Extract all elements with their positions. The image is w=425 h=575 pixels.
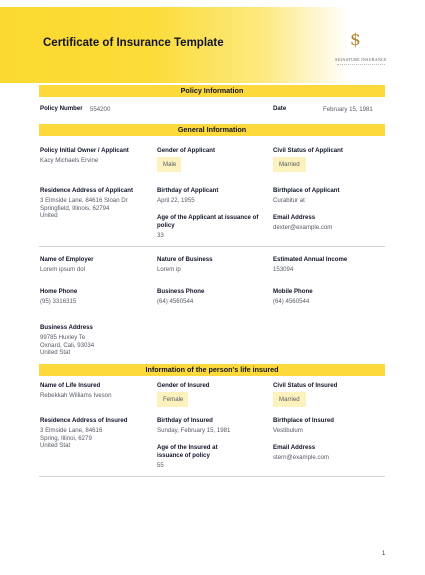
business-address-label: Business Address xyxy=(40,324,93,331)
applicant-residence-label: Residence Address of Applicant xyxy=(40,187,134,194)
dollar-sign-icon: $ xyxy=(350,30,361,50)
insured-birthplace-label: Birthplace of Insured xyxy=(273,417,334,424)
home-phone-value: (95) 3316315 xyxy=(40,298,77,305)
home-phone-label: Home Phone xyxy=(40,288,78,295)
date-label: Date xyxy=(273,105,287,112)
owner-value: Kacy Michaels Ervine xyxy=(40,157,99,164)
insured-age-label: issuance of policy xyxy=(157,452,210,459)
applicant-civil-status-value: Married xyxy=(273,157,306,172)
insured-civil-status-label: Civil Status of Insured xyxy=(273,382,338,389)
insured-age-value: 55 xyxy=(157,462,164,469)
insured-gender-value: Female xyxy=(157,392,188,407)
policy-number-label: Policy Number xyxy=(40,105,83,112)
insured-birthday-label: Birthday of Insured xyxy=(157,417,213,424)
logo-divider xyxy=(337,64,385,65)
business-phone-value: (64) 4560544 xyxy=(157,298,194,305)
applicant-residence-line: United xyxy=(40,212,58,219)
company-logo xyxy=(331,30,391,70)
business-phone-label: Business Phone xyxy=(157,288,205,295)
applicant-birthplace-label: Birthplace of Applicant xyxy=(273,187,340,194)
insured-residence-line: United Stat xyxy=(40,442,71,449)
applicant-email-label: Email Address xyxy=(273,214,316,221)
business-address-line: United Stat xyxy=(40,349,71,356)
insured-name-value: Rebekkah Williams Iveson xyxy=(40,392,112,399)
insured-birthplace-value: Vestibulum xyxy=(273,427,303,434)
page-number: 1 xyxy=(382,551,386,557)
owner-label: Policy Initial Owner / Applicant xyxy=(40,147,129,154)
insured-birthday-value: Sunday, February 15, 1981 xyxy=(157,427,231,434)
section-divider xyxy=(39,476,385,477)
insured-residence-label: Residence Address of Insured xyxy=(40,417,128,424)
section-heading-insured-information: Information of the person's life insured xyxy=(39,364,385,376)
section-heading-policy-information: Policy Information xyxy=(39,85,385,97)
applicant-civil-status-label: Civil Status of Applicant xyxy=(273,147,343,154)
logo-company-name: SIGNATURE INSURANCE xyxy=(335,57,387,62)
section-heading-general-information: General Information xyxy=(39,124,385,136)
mobile-phone-value: (64) 4560544 xyxy=(273,298,310,305)
applicant-gender-label: Gender of Applicant xyxy=(157,147,216,154)
business-nature-label: Nature of Business xyxy=(157,256,213,263)
insured-email-label: Email Address xyxy=(273,444,316,451)
mobile-phone-label: Mobile Phone xyxy=(273,288,313,295)
applicant-age-label: policy xyxy=(157,222,175,229)
policy-number-value: 554200 xyxy=(90,105,111,113)
insured-residence-line: Spring, Illinoi, 6279 xyxy=(40,434,92,442)
business-address-line: Oxnard, Cali, 93034 xyxy=(40,341,95,349)
applicant-age-label: Age of the Applicant at issuance of xyxy=(157,214,259,221)
annual-income-label: Estimated Annual Income xyxy=(273,256,348,263)
employer-value: Lorem ipsum dol xyxy=(40,266,86,273)
applicant-gender-value: Male xyxy=(157,157,181,172)
employer-label: Name of Employer xyxy=(40,256,94,263)
applicant-birthplace-value: Curabitur at xyxy=(273,197,305,204)
insured-age-label: Age of the Insured at xyxy=(157,444,218,451)
insured-email-value: stern@example.com xyxy=(273,454,329,461)
document-title: Certificate of Insurance Template xyxy=(43,37,224,49)
business-nature-value: Lorem ip xyxy=(157,266,181,273)
applicant-birthday-value: April 22, 1955 xyxy=(157,197,195,204)
insured-residence-line: 3 Elmside Lane, 84616 xyxy=(40,427,103,434)
section-divider xyxy=(39,246,385,247)
applicant-age-value: 33 xyxy=(157,232,164,239)
insured-gender-label: Gender of Insured xyxy=(157,382,210,389)
applicant-email-value: dexter@example.com xyxy=(273,224,333,231)
insured-name-label: Name of Life Insured xyxy=(40,382,101,389)
annual-income-value: 153094 xyxy=(273,266,294,273)
applicant-birthday-label: Birthday of Applicant xyxy=(157,187,219,194)
business-address-line: 99785 Huxley Te xyxy=(40,334,86,341)
applicant-residence-line: 3 Elmside Lane, 84616 Sloan Dr xyxy=(40,197,128,204)
insured-civil-status-value: Married xyxy=(273,392,306,407)
applicant-residence-line: Springfield, Illinois, 62794 xyxy=(40,204,110,212)
date-value: February 15, 1981 xyxy=(323,105,373,113)
